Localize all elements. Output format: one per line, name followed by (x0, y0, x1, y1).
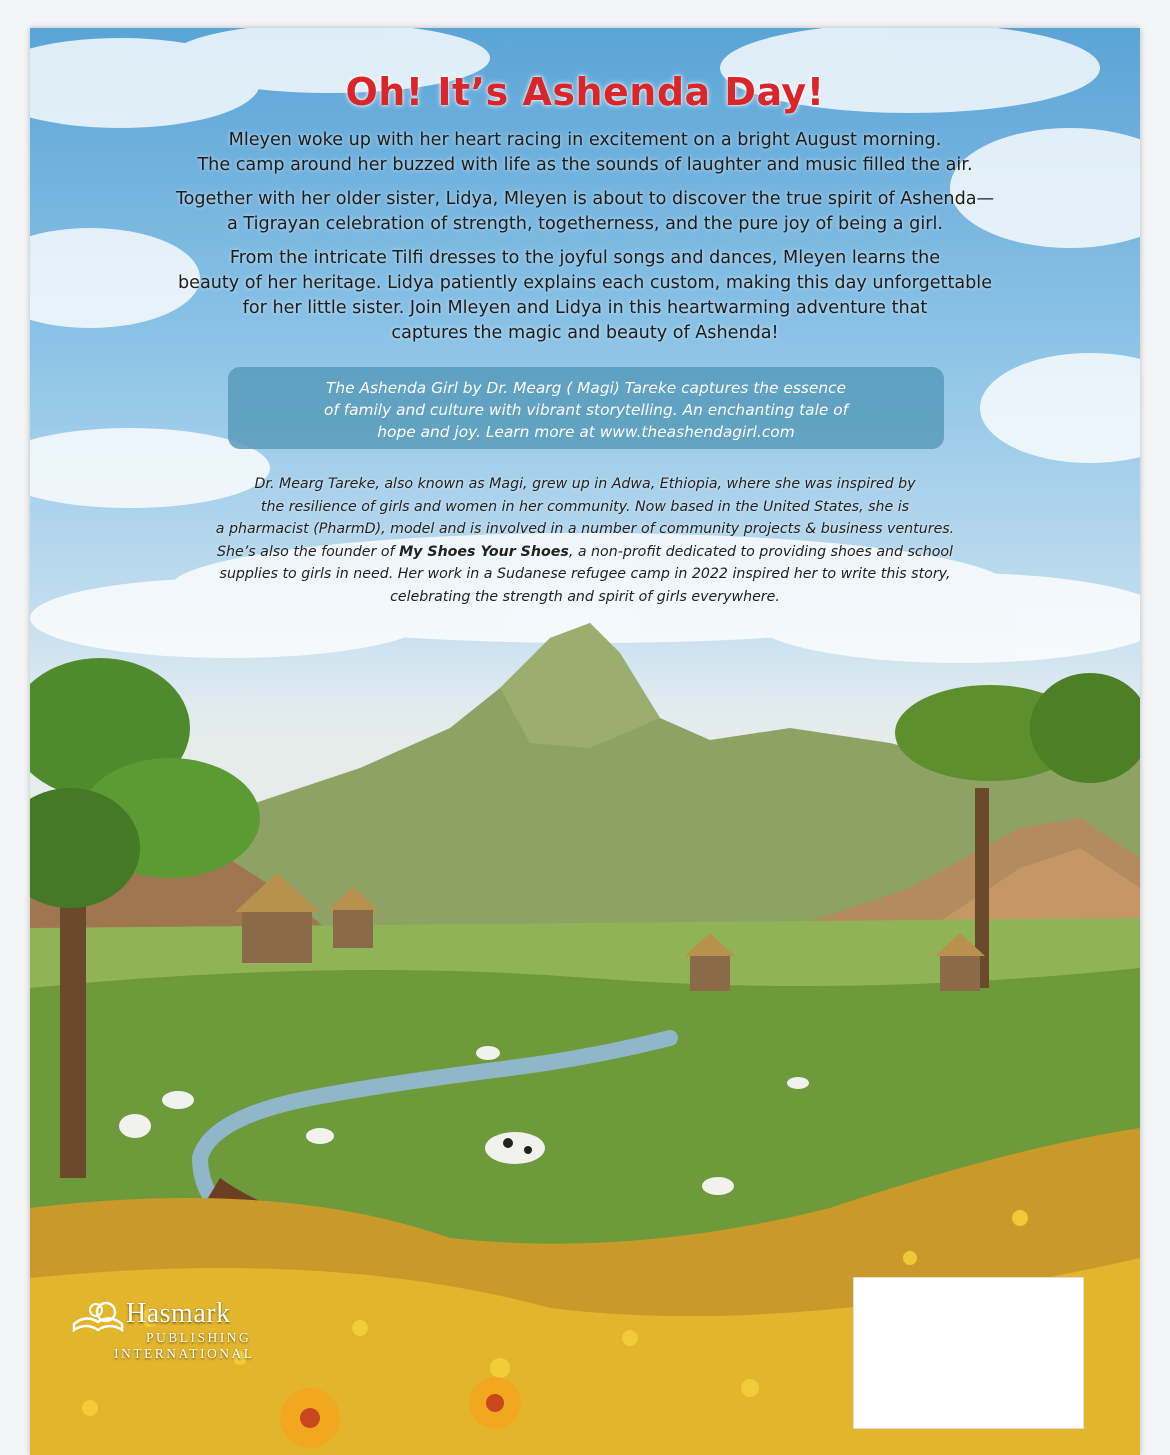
barcode-placeholder (853, 1277, 1084, 1429)
bio-line: celebrating the strength and spirit of girls everywhere. (390, 588, 780, 605)
story-line: The camp around her buzzed with life as the sounds of laughter and music filled the air. (197, 155, 973, 175)
bio-line: a pharmacist (PharmD), model and is involved in a number of community projects & business ventures. (215, 521, 955, 538)
author-bio (100, 473, 1070, 609)
book-back-cover (30, 28, 1140, 1455)
story-summary (70, 128, 1100, 355)
story-line: Mleyen woke up with her heart racing in excitement on a bright August morning. (228, 130, 942, 150)
story-paragraph (70, 128, 1100, 178)
blurb-box (228, 367, 944, 449)
publisher-subtitle: PUBLISHING (146, 1330, 252, 1345)
story-line: Together with her older sister, Lidya, Mleyen is about to discover the true spirit of Ashenda— (175, 189, 995, 209)
story-line: beauty of her heritage. Lidya patiently explains each custom, making this day unforgettable (177, 273, 993, 293)
bio-line: , a non-profit dedicated to providing shoes and school (568, 543, 954, 560)
story-paragraph (70, 246, 1100, 346)
bio-line: She’s also the founder of (216, 543, 400, 560)
story-paragraph (70, 187, 1100, 237)
blurb-line: hope and joy. Learn more at www.theashendagirl.com (377, 423, 795, 441)
publisher-logo (68, 1296, 298, 1386)
nonprofit-name: My Shoes Your Shoes (399, 543, 569, 560)
story-line: for her little sister. Join Mleyen and Lidya in this heartwarming adventure that (242, 298, 928, 318)
story-line: From the intricate Tilfi dresses to the joyful songs and dances, Mleyen learns the (229, 248, 941, 268)
bio-line: supplies to girls in need. Her work in a Sudanese refugee camp in 2022 inspired her to write this story, (219, 566, 951, 583)
blurb-line: The Ashenda Girl by Dr. Mearg ( Magi) Tareke captures the essence (325, 379, 847, 397)
story-line: captures the magic and beauty of Ashenda! (391, 323, 779, 343)
sunflower-left (280, 1388, 340, 1448)
sunflower-mid (469, 1377, 521, 1429)
bio-line: the resilience of girls and women in her community. Now based in the United States, she is (260, 498, 910, 515)
publisher-subtitle: INTERNATIONAL (114, 1346, 255, 1361)
book-icon (68, 1296, 128, 1346)
bio-line: Dr. Mearg Tareke, also known as Magi, grew up in Adwa, Ethiopia, where she was inspired by (254, 476, 916, 492)
publisher-name: Hasmark (126, 1298, 231, 1329)
blurb-line: of family and culture with vibrant storytelling. An enchanting tale of (323, 401, 849, 419)
story-line: a Tigrayan celebration of strength, togetherness, and the pure joy of being a girl. (227, 214, 943, 234)
book-title: Oh! It’s Ashenda Day! (345, 70, 825, 114)
